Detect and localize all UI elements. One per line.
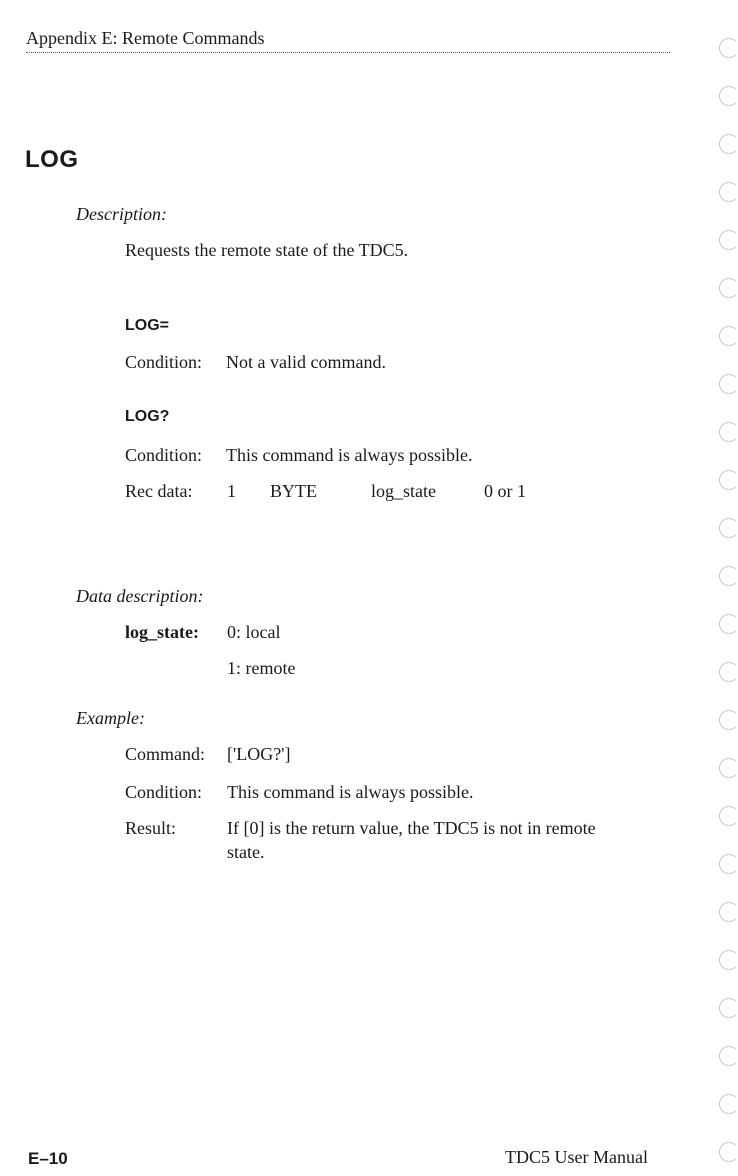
binding-hole — [719, 566, 738, 586]
binding-hole — [719, 758, 738, 778]
binding-hole — [719, 710, 738, 730]
running-header: Appendix E: Remote Commands — [26, 28, 265, 48]
binding-hole — [719, 134, 738, 154]
binding-hole — [719, 470, 738, 490]
rec-data-label: Rec data: — [125, 481, 193, 501]
rec-data-range: 0 or 1 — [484, 481, 526, 501]
binding-hole — [719, 230, 738, 250]
set-condition-text: Not a valid command. — [226, 352, 386, 372]
binding-hole — [719, 1094, 738, 1114]
rec-data-name: log_state — [371, 481, 436, 501]
rec-data-type: BYTE — [270, 481, 317, 501]
binding-hole — [719, 38, 738, 58]
data-field-name: log_state: — [125, 622, 199, 642]
data-value-remote: 1: remote — [227, 658, 296, 678]
binding-hole — [719, 278, 738, 298]
binding-hole — [719, 182, 738, 202]
set-command-name: LOG= — [125, 317, 170, 334]
example-command-text: ['LOG?'] — [227, 744, 291, 764]
binding-hole — [719, 422, 738, 442]
description-heading: Description: — [76, 204, 167, 224]
manual-title: TDC5 User Manual — [505, 1147, 648, 1167]
binding-hole — [719, 902, 738, 922]
binding-hole — [719, 86, 738, 106]
example-result-line1: If [0] is the return value, the TDC5 is not in remote — [227, 818, 596, 838]
binding-hole — [719, 326, 738, 346]
page-number: E–10 — [28, 1149, 68, 1168]
binding-hole — [719, 374, 738, 394]
rec-data-count: 1 — [227, 481, 236, 501]
example-condition-text: This command is always possible. — [227, 782, 474, 802]
binding-hole — [719, 518, 738, 538]
example-result-label: Result: — [125, 818, 177, 838]
query-condition-label: Condition: — [125, 445, 203, 465]
example-result-line2: state. — [227, 842, 265, 862]
binding-hole — [719, 950, 738, 970]
binding-hole — [719, 614, 738, 634]
data-description-heading: Data description: — [76, 586, 204, 606]
query-condition-text: This command is always possible. — [226, 445, 473, 465]
binding-hole — [719, 806, 738, 826]
binding-hole — [719, 1046, 738, 1066]
set-condition-label: Condition: — [125, 352, 203, 372]
binding-hole — [719, 854, 738, 874]
example-command-label: Command: — [125, 744, 205, 764]
example-condition-label: Condition: — [125, 782, 203, 802]
example-heading: Example: — [76, 708, 145, 728]
command-title: LOG — [25, 146, 79, 173]
data-value-local: 0: local — [227, 622, 281, 642]
binding-hole — [719, 998, 738, 1018]
binding-hole — [719, 1142, 738, 1162]
description-text: Requests the remote state of the TDC5. — [125, 240, 409, 260]
binding-hole — [719, 662, 738, 682]
query-command-name: LOG? — [125, 408, 170, 425]
